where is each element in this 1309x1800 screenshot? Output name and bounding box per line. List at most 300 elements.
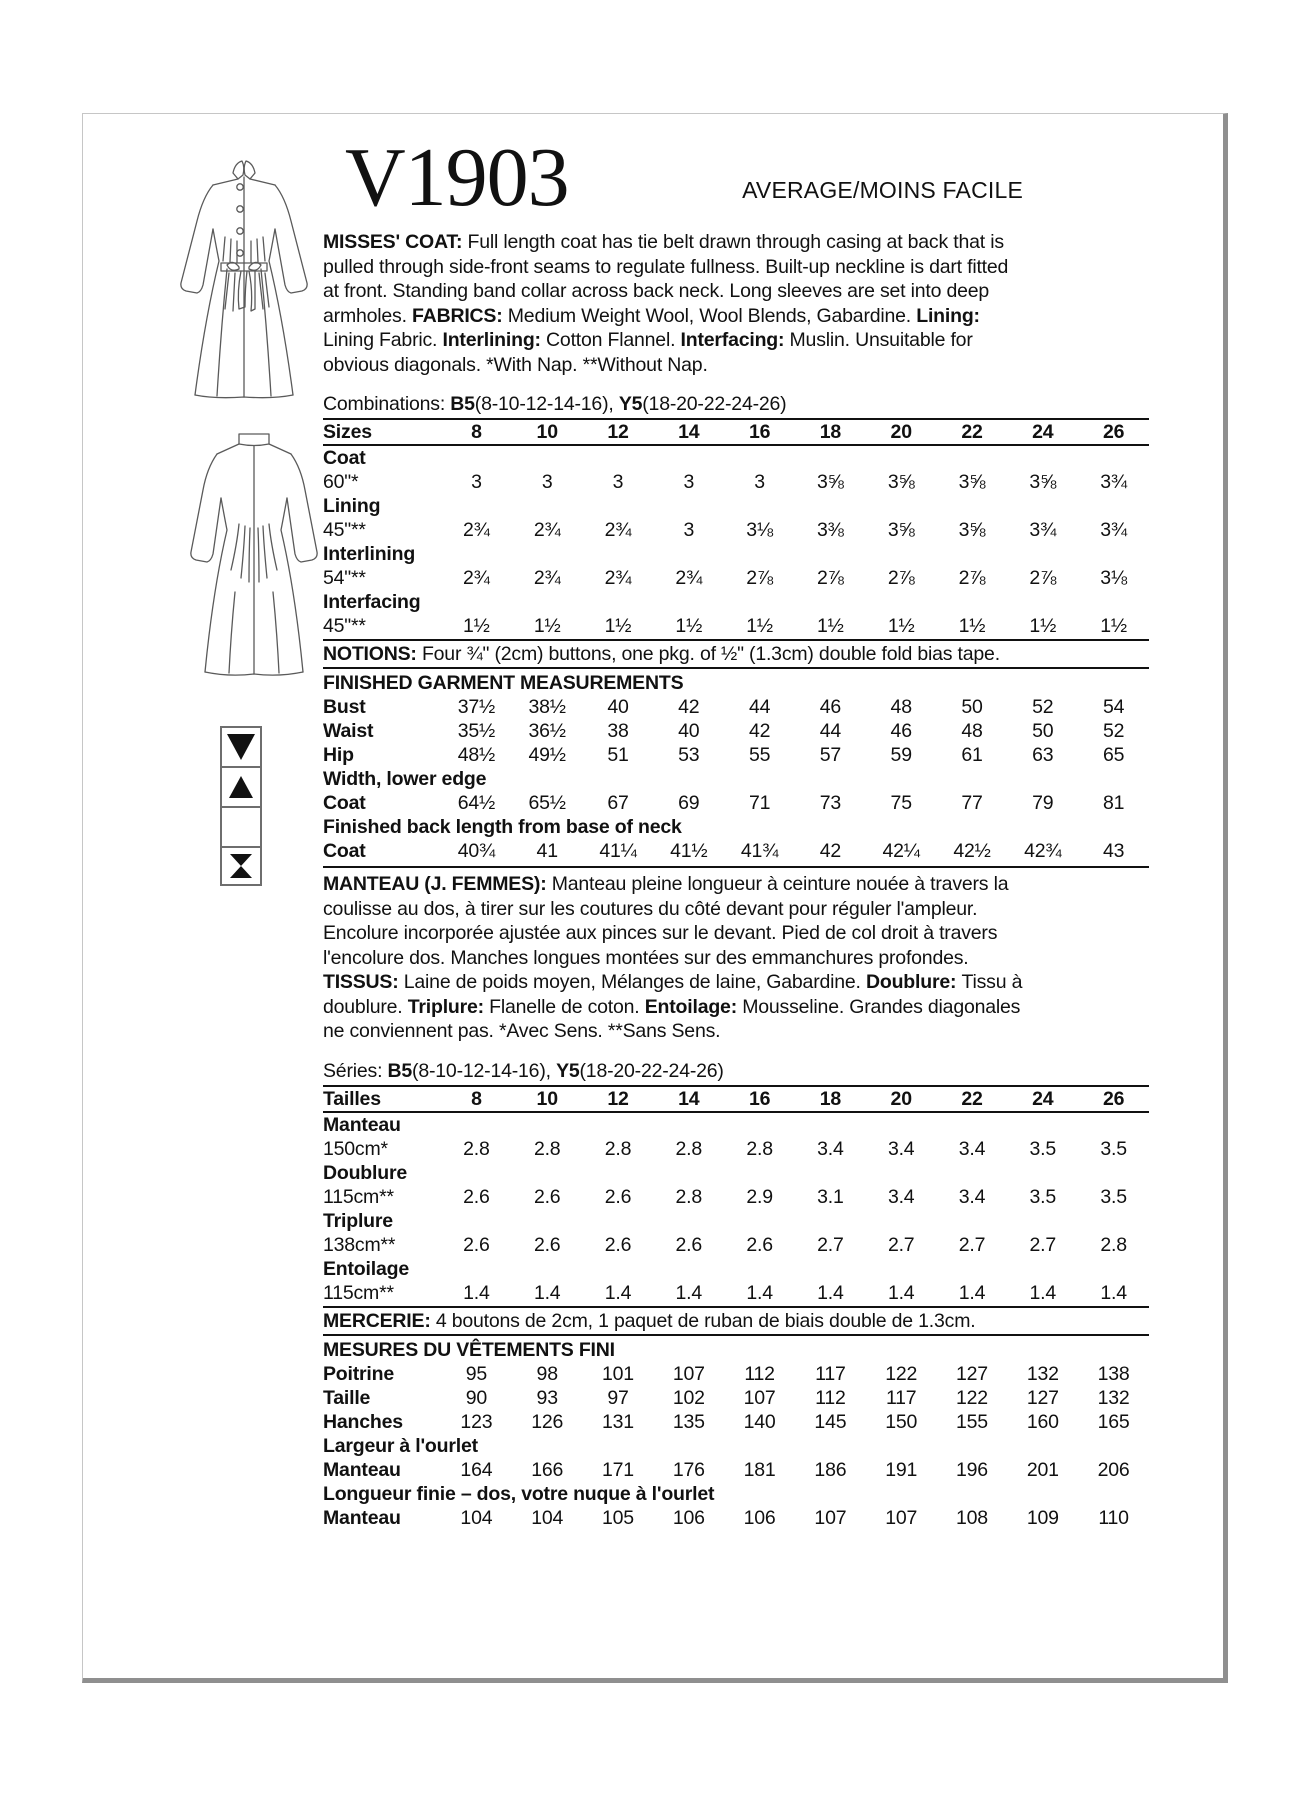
yardage-value: 1½ [533, 615, 561, 638]
measurement-value: 107 [743, 1386, 776, 1409]
bold-text-segment: TISSUS: [323, 971, 404, 994]
text-segment: (8-10-12-14-16), [474, 393, 619, 416]
measurement-value: 79 [1032, 792, 1054, 815]
mercerie-line [323, 1306, 1149, 1336]
measurement-value: 196 [956, 1458, 988, 1481]
measurement-group-label: Width, lower edge [323, 768, 487, 791]
table-row [323, 767, 1149, 791]
yardage-value: 1.4 [958, 1281, 986, 1304]
description-french [323, 872, 1035, 1044]
measurement-value: 65½ [528, 792, 566, 815]
measurement-value: 206 [1097, 1458, 1130, 1481]
size-column-header: 20 [890, 421, 912, 444]
nap-symbol-up-triangle-icon [220, 766, 262, 806]
table-row [323, 815, 1149, 839]
yardage-value: 3¾ [1029, 519, 1057, 542]
table-row [323, 695, 1149, 719]
combinations-line [323, 392, 1149, 416]
table-row [323, 1434, 1149, 1458]
yardage-value: 2.6 [463, 1233, 490, 1256]
yardage-value: 1½ [1029, 615, 1057, 638]
measurement-value: 165 [1097, 1410, 1130, 1433]
yardage-table-imperial [323, 418, 1149, 638]
measurement-row-label: Taille [323, 1386, 371, 1409]
yardage-value: 2⅞ [958, 567, 986, 590]
bold-text-segment: Interlining: [442, 329, 547, 352]
table-row [323, 1085, 1149, 1113]
measurement-row-label: Waist [323, 720, 374, 743]
table-row [323, 719, 1149, 743]
table-row [323, 1410, 1149, 1434]
measurement-value: 176 [672, 1458, 705, 1481]
measurement-value: 40 [607, 696, 629, 719]
table-row [323, 791, 1149, 815]
measurement-value: 41½ [670, 840, 708, 863]
size-header-label: Tailles [323, 1087, 381, 1110]
bold-text-segment: MANTEAU (J. FEMMES): [323, 873, 552, 896]
measurement-group-label: Largeur à l'ourlet [323, 1434, 478, 1457]
table-row [323, 1281, 1149, 1305]
size-column-header: 16 [748, 421, 771, 444]
measurement-row-label: Bust [323, 696, 366, 719]
fabric-row-label: Manteau [323, 1113, 401, 1136]
size-column-header: 26 [1102, 1087, 1125, 1110]
finished-measurements-table-metric [323, 1362, 1149, 1530]
description-english [323, 230, 1029, 377]
yardage-value: 3⅝ [817, 471, 844, 494]
measurement-value: 40 [678, 720, 700, 743]
measurement-value: 102 [672, 1386, 705, 1409]
measurement-value: 48 [890, 696, 912, 719]
text-segment: Flanelle de coton. [489, 995, 645, 1018]
yardage-value: 1.4 [887, 1281, 915, 1304]
yardage-value: 2⅞ [887, 567, 915, 590]
measurement-value: 46 [819, 696, 842, 719]
measurement-row-label: Manteau [323, 1506, 401, 1529]
measurement-value: 131 [602, 1410, 634, 1433]
measurement-value: 41¼ [599, 840, 637, 863]
table-row [323, 1506, 1149, 1530]
table-row [323, 1458, 1149, 1482]
yardage-value: 1.4 [746, 1281, 773, 1304]
measurement-value: 155 [956, 1410, 988, 1433]
bold-text-segment: Lining: [916, 304, 980, 327]
measurement-value: 42 [678, 696, 700, 719]
bold-text-segment: FABRICS: [412, 304, 508, 327]
table-row [323, 1185, 1149, 1209]
yardage-value: 2.8 [463, 1137, 490, 1160]
bold-text-segment: Y5 [556, 1059, 580, 1082]
fabric-row-label: Triplure [323, 1209, 393, 1232]
text-segment: Tissu à doublure. [323, 971, 1023, 1018]
table-row [323, 494, 1149, 518]
table-row [323, 1482, 1149, 1506]
measurement-value: 54 [1102, 696, 1125, 719]
notions-line [323, 639, 1149, 669]
yardage-value: 2.6 [533, 1233, 561, 1256]
yardage-value: 2¾ [675, 567, 703, 590]
yardage-value: 3.4 [817, 1137, 844, 1160]
measurement-value: 51 [607, 744, 629, 767]
text-segment: Cotton Flannel. [546, 329, 681, 352]
yardage-value: 3 [612, 471, 624, 494]
yardage-value: 3⅝ [887, 519, 915, 542]
measurement-value: 138 [1097, 1362, 1130, 1385]
yardage-value: 3¾ [1100, 519, 1127, 542]
measurement-value: 123 [460, 1410, 493, 1433]
bold-text-segment: Interfacing: [680, 329, 790, 352]
coat-front-illustration [155, 159, 333, 411]
table-row [323, 1113, 1149, 1137]
bold-text-segment: NOTIONS: [323, 643, 422, 666]
size-column-header: 20 [890, 1087, 912, 1110]
yardage-value: 2.8 [746, 1137, 773, 1160]
yardage-value: 2.6 [463, 1185, 490, 1208]
measurement-value: 46 [890, 720, 912, 743]
size-column-header: 10 [536, 1087, 558, 1110]
table-row [323, 743, 1149, 767]
measurement-value: 122 [885, 1362, 918, 1385]
size-column-header: 22 [961, 421, 983, 444]
finished-measurements-title-en: FINISHED GARMENT MEASUREMENTS [323, 672, 684, 695]
coat-front-drawing-svg [155, 159, 333, 411]
table-row [323, 542, 1149, 566]
bold-text-segment: MERCERIE: [323, 1309, 436, 1332]
measurement-value: 38 [607, 720, 629, 743]
size-column-header: 18 [819, 421, 842, 444]
measurement-value: 52 [1032, 696, 1054, 719]
yardage-value: 2.7 [817, 1233, 844, 1256]
measurement-value: 164 [460, 1458, 493, 1481]
yardage-value: 3.5 [1029, 1185, 1057, 1208]
bold-text-segment: B5 [387, 1059, 413, 1082]
measurement-value: 117 [815, 1362, 846, 1385]
measurement-value: 104 [531, 1506, 564, 1529]
yardage-value: 2.6 [746, 1233, 773, 1256]
yardage-value: 2.7 [887, 1233, 915, 1256]
table-row [323, 1161, 1149, 1185]
content-column [323, 131, 1149, 1530]
table-row [323, 839, 1149, 863]
measurement-value: 81 [1102, 792, 1125, 815]
measurement-value: 127 [1026, 1386, 1059, 1409]
fabric-row-label: Doublure [323, 1161, 407, 1184]
measurement-row-label: Hanches [323, 1410, 403, 1433]
pattern-number: V1903 [345, 131, 569, 224]
size-column-header: 10 [536, 421, 558, 444]
size-column-header: 12 [607, 421, 629, 444]
table-row [323, 1257, 1149, 1281]
fabric-row-label: Interlining [323, 543, 416, 566]
text-segment: Lining Fabric. [323, 329, 443, 352]
measurement-value: 73 [819, 792, 842, 815]
measurement-value: 38½ [528, 696, 566, 719]
yardage-value: 2.6 [533, 1185, 561, 1208]
measurement-value: 71 [748, 792, 771, 815]
yardage-value: 2¾ [604, 567, 632, 590]
measurement-group-label: Finished back length from base of neck [323, 816, 682, 839]
measurement-value: 106 [672, 1506, 705, 1529]
yardage-value: 2.7 [1029, 1233, 1057, 1256]
yardage-value: 3.5 [1029, 1137, 1057, 1160]
fabric-width-label: 115cm** [323, 1185, 394, 1208]
yardage-value: 3¾ [1100, 471, 1127, 494]
measurement-value: 42 [748, 720, 771, 743]
yardage-value: 1.4 [817, 1281, 844, 1304]
measurement-value: 67 [607, 792, 629, 815]
measurement-value: 132 [1097, 1386, 1130, 1409]
table-row [323, 614, 1149, 638]
measurement-value: 48½ [457, 744, 496, 767]
coat-back-illustration [179, 432, 329, 694]
fabric-row-label: Coat [323, 447, 366, 470]
yardage-value: 3.4 [887, 1137, 915, 1160]
fabric-width-label: 45"** [323, 519, 366, 542]
bold-text-segment: Entoilage: [644, 995, 743, 1018]
measurement-value: 191 [885, 1458, 918, 1481]
fabric-width-label: 150cm* [323, 1137, 388, 1160]
text-segment: Full length coat has tie belt drawn through casing at back that is pulled through side-front seams to regulate fullness. Built-up neckline is dart fitted at front. Standing band collar across back neck. Long sleeves are set into deep armholes. [323, 231, 1009, 327]
measurement-value: 126 [531, 1410, 564, 1433]
measurement-value: 63 [1032, 744, 1054, 767]
measurement-value: 97 [607, 1386, 629, 1409]
yardage-value: 1.4 [1029, 1281, 1057, 1304]
measurement-value: 44 [819, 720, 842, 743]
table-row [323, 1362, 1149, 1386]
size-column-header: 14 [678, 1087, 700, 1110]
fabric-width-label: 60"* [323, 471, 359, 494]
measurement-value: 132 [1026, 1362, 1059, 1385]
size-column-header: 14 [678, 421, 700, 444]
measurement-value: 53 [678, 744, 700, 767]
yardage-value: 3.1 [817, 1185, 844, 1208]
table-row [323, 566, 1149, 590]
yardage-value: 3 [683, 519, 695, 542]
text-segment: (18-20-22-24-26) [642, 393, 787, 416]
text-segment: 4 boutons de 2cm, 1 paquet de ruban de biais double de 1.3cm. [435, 1309, 976, 1332]
measurement-row-label: Coat [323, 840, 366, 863]
text-segment: Four ¾" (2cm) buttons, one pkg. of ½" (1.3cm) double fold bias tape. [421, 643, 1000, 666]
yardage-table-metric [323, 1085, 1149, 1305]
yardage-value: 1.4 [533, 1281, 561, 1304]
fabric-row-label: Entoilage [323, 1257, 409, 1280]
measurement-value: 166 [531, 1458, 564, 1481]
measurement-value: 122 [956, 1386, 988, 1409]
yardage-value: 2⅞ [1029, 567, 1057, 590]
yardage-value: 2¾ [533, 519, 561, 542]
measurement-value: 107 [814, 1506, 847, 1529]
table-row [323, 446, 1149, 470]
measurement-row-label: Hip [323, 744, 354, 767]
yardage-value: 3 [754, 471, 765, 494]
finished-measurements-title-fr: MESURES DU VÊTEMENTS FINI [323, 1338, 615, 1361]
yardage-value: 1½ [675, 615, 703, 638]
measurement-value: 104 [460, 1506, 493, 1529]
table-row [323, 1209, 1149, 1233]
measurement-value: 108 [956, 1506, 988, 1529]
fabric-row-label: Interfacing [323, 591, 421, 614]
measurement-value: 107 [672, 1362, 705, 1385]
header-row [323, 131, 1023, 224]
measurement-value: 49½ [528, 744, 566, 767]
coat-back-drawing-svg [179, 432, 329, 694]
fabric-width-label: 45"** [323, 615, 366, 638]
measurement-row-label: Manteau [323, 1458, 401, 1481]
yardage-value: 2⅞ [746, 567, 773, 590]
measurement-value: 90 [465, 1386, 488, 1409]
measurement-value: 42 [819, 840, 842, 863]
size-column-header: 24 [1032, 421, 1054, 444]
yardage-value: 1½ [958, 615, 986, 638]
bold-text-segment: Doublure: [866, 971, 962, 994]
measurement-value: 69 [678, 792, 700, 815]
yardage-value: 1½ [746, 615, 773, 638]
yardage-value: 2¾ [463, 567, 490, 590]
measurement-value: 75 [890, 792, 912, 815]
measurement-value: 181 [743, 1458, 776, 1481]
measurement-value: 135 [672, 1410, 705, 1433]
yardage-value: 1½ [463, 615, 490, 638]
measurement-value: 101 [602, 1362, 634, 1385]
table-row [323, 1233, 1149, 1257]
measurement-value: 112 [744, 1362, 775, 1385]
nap-symbol-down-triangle-icon [220, 726, 262, 766]
yardage-value: 3⅜ [817, 519, 844, 542]
yardage-value: 1.4 [675, 1281, 703, 1304]
text-segment: (8-10-12-14-16), [412, 1059, 557, 1082]
measurement-value: 50 [1032, 720, 1054, 743]
divider-rule [323, 866, 1149, 868]
yardage-value: 3⅝ [1029, 471, 1057, 494]
yardage-value: 3.4 [887, 1185, 915, 1208]
fabric-width-label: 138cm** [323, 1233, 396, 1256]
measurement-value: 36½ [528, 720, 566, 743]
measurement-value: 52 [1102, 720, 1125, 743]
nap-symbol-hourglass-icon [220, 846, 262, 886]
measurement-value: 186 [814, 1458, 847, 1481]
measurement-value: 105 [602, 1506, 634, 1529]
pattern-envelope-back-page [82, 113, 1228, 1683]
measurement-value: 109 [1026, 1506, 1059, 1529]
measurement-value: 50 [961, 696, 983, 719]
text-segment: Medium Weight Wool, Wool Blends, Gabardine. [507, 304, 917, 327]
yardage-value: 1½ [604, 615, 632, 638]
yardage-value: 2.8 [1100, 1233, 1127, 1256]
yardage-value: 2.6 [604, 1185, 632, 1208]
yardage-value: 1½ [1100, 615, 1127, 638]
yardage-value: 1.4 [1100, 1281, 1127, 1304]
measurement-value: 93 [536, 1386, 558, 1409]
yardage-value: 3⅛ [1100, 567, 1127, 590]
measurement-value: 37½ [457, 696, 496, 719]
yardage-value: 3⅛ [746, 519, 773, 542]
size-column-header: 22 [961, 1087, 983, 1110]
measurement-value: 145 [814, 1410, 847, 1433]
measurement-value: 40¾ [457, 840, 496, 863]
yardage-value: 2.8 [604, 1137, 632, 1160]
measurement-value: 95 [465, 1362, 488, 1385]
measurement-value: 42¼ [882, 840, 920, 863]
measurement-row-label: Coat [323, 792, 366, 815]
table-row [323, 1386, 1149, 1410]
yardage-value: 1.4 [604, 1281, 632, 1304]
measurement-value: 35½ [457, 720, 496, 743]
yardage-value: 1½ [817, 615, 844, 638]
yardage-value: 3.5 [1100, 1137, 1127, 1160]
yardage-value: 2.8 [675, 1137, 703, 1160]
measurement-row-label: Poitrine [323, 1362, 394, 1385]
measurement-value: 65 [1102, 744, 1125, 767]
yardage-value: 3⅝ [958, 519, 986, 542]
yardage-value: 3 [683, 471, 695, 494]
fabric-width-label: 115cm** [323, 1281, 394, 1304]
bold-text-segment: Triplure: [407, 995, 490, 1018]
table-row [323, 1137, 1149, 1161]
table-row [323, 590, 1149, 614]
text-segment: (18-20-22-24-26) [579, 1059, 724, 1082]
measurement-value: 43 [1102, 840, 1125, 863]
bold-text-segment: Y5 [618, 393, 643, 416]
measurement-value: 112 [815, 1386, 846, 1409]
size-header-label: Sizes [323, 421, 372, 444]
measurement-value: 150 [885, 1410, 918, 1433]
measurement-value: 160 [1026, 1410, 1059, 1433]
measurement-value: 57 [819, 744, 842, 767]
measurement-value: 64½ [457, 792, 496, 815]
measurement-value: 140 [743, 1410, 776, 1433]
measurement-value: 106 [743, 1506, 776, 1529]
yardage-value: 2.9 [746, 1185, 773, 1208]
yardage-value: 2.6 [675, 1233, 703, 1256]
yardage-value: 2.7 [958, 1233, 986, 1256]
yardage-value: 3.4 [958, 1137, 986, 1160]
measurement-value: 117 [885, 1386, 917, 1409]
size-column-header: 8 [471, 1087, 482, 1110]
fabric-row-label: Lining [323, 495, 381, 518]
yardage-value: 2.8 [533, 1137, 561, 1160]
text-segment: Muslin. Unsuitable for obvious diagonals. *With Nap. **Without Nap. [323, 329, 973, 376]
measurement-value: 107 [885, 1506, 918, 1529]
nap-symbol-empty [220, 806, 262, 846]
measurement-value: 42½ [953, 840, 991, 863]
measurement-value: 171 [602, 1458, 634, 1481]
measurement-value: 41¾ [740, 840, 779, 863]
yardage-value: 3 [541, 471, 553, 494]
yardage-value: 3.5 [1100, 1185, 1127, 1208]
measurement-value: 127 [956, 1362, 988, 1385]
measurement-group-label: Longueur finie – dos, votre nuque à l'ourlet [323, 1482, 715, 1505]
yardage-value: 1.4 [463, 1281, 490, 1304]
measurement-value: 61 [961, 744, 983, 767]
yardage-value: 3⅝ [958, 471, 986, 494]
size-column-header: 8 [471, 421, 482, 444]
size-column-header: 12 [607, 1087, 629, 1110]
size-column-header: 26 [1102, 421, 1125, 444]
bold-text-segment: MISSES' COAT: [323, 231, 468, 254]
yardage-value: 3.4 [958, 1185, 986, 1208]
fabric-width-label: 54"** [323, 567, 366, 590]
yardage-value: 2¾ [533, 567, 561, 590]
yardage-value: 3⅝ [887, 471, 915, 494]
measurement-value: 44 [748, 696, 771, 719]
text-segment: Manteau pleine longueur à ceinture nouée à travers la coulisse au dos, à tirer sur les coutures du côté devant pour réguler l'ampleur. Encolure incorporée ajustée aux pinces sur le devant. Pied de col droit à travers l'encolure dos. Manches longues montées sur des emmanchures profondes. [323, 873, 1009, 969]
measurement-value: 48 [961, 720, 983, 743]
size-column-header: 16 [748, 1087, 771, 1110]
text-segment: Séries: [323, 1059, 388, 1082]
measurement-value: 41 [536, 840, 558, 863]
yardage-value: 2.6 [604, 1233, 632, 1256]
size-column-header: 24 [1032, 1087, 1054, 1110]
